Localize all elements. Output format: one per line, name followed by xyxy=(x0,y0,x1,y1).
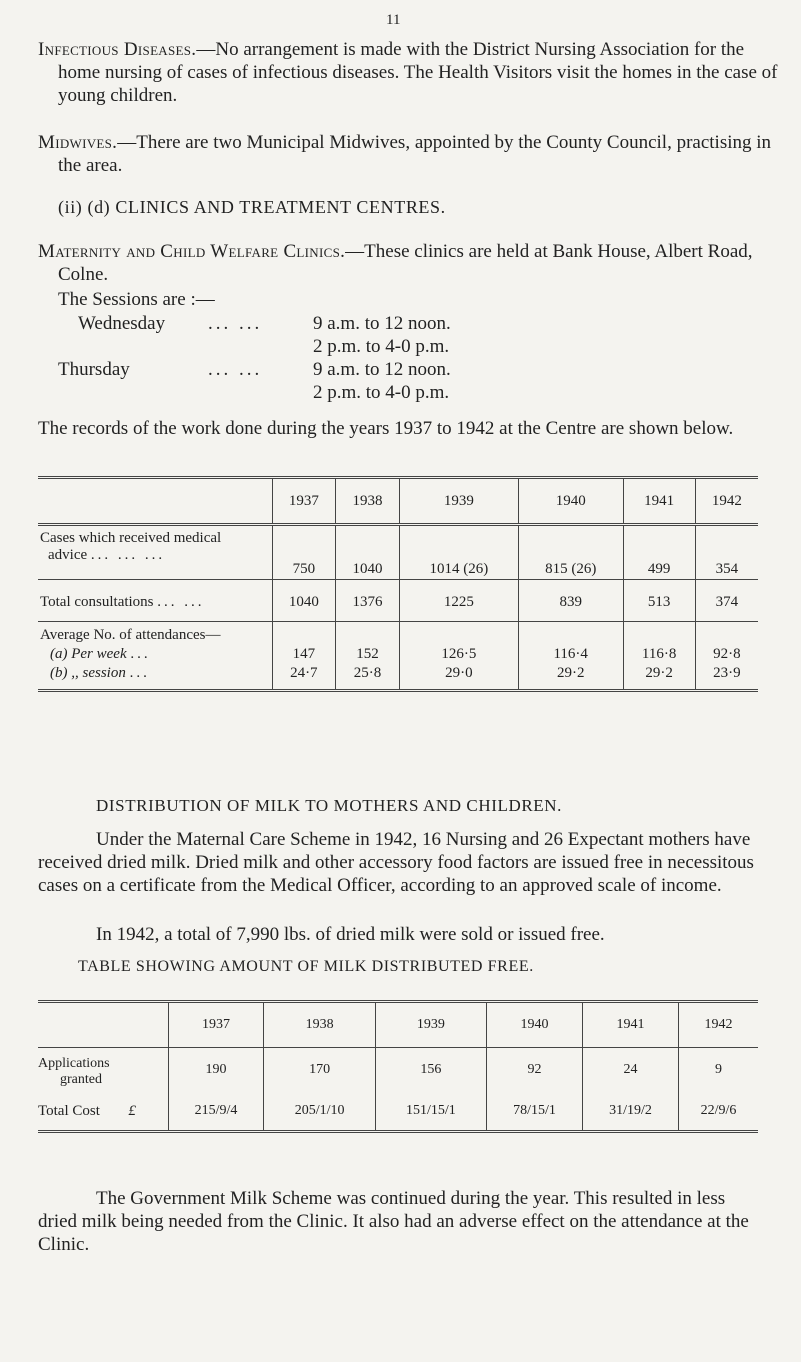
row-label: Applications granted xyxy=(38,1056,110,1087)
year-header: 1940 xyxy=(518,478,623,525)
session-row: Wednesday ... ... 9 a.m. to 12 noon. xyxy=(78,313,451,334)
session-row: 2 p.m. to 4-0 p.m. xyxy=(313,382,450,403)
table-row xyxy=(38,1092,758,1132)
table-cell: 31/19/2 xyxy=(583,1092,679,1132)
table-cell: 205/1/10 xyxy=(264,1092,375,1132)
table-cell: 513 xyxy=(623,580,695,622)
table-cell: 1225 xyxy=(399,580,518,622)
sessions-intro: The Sessions are :— xyxy=(58,289,215,310)
table-header-row xyxy=(38,1002,758,1048)
year-header: 1940 xyxy=(487,1002,583,1048)
row-label: Cases which received medical advice ... ... ... xyxy=(40,530,222,563)
free-milk-table xyxy=(38,1000,758,1133)
table-header-row xyxy=(38,478,758,525)
clinics-heading: (ii) (d) CLINICS AND TREATMENT CENTRES. xyxy=(58,197,446,217)
government-scheme-paragraph: The Government Milk Scheme was continued during the year. This resulted in less dried milk being needed from the Clinic. It also had an adverse effect on the attendance at the Clinic. xyxy=(38,1188,749,1255)
milk-distribution-heading: DISTRIBUTION OF MILK TO MOTHERS AND CHILDREN. xyxy=(96,796,563,815)
year-header: 1942 xyxy=(695,478,758,525)
page-number: 11 xyxy=(386,12,401,28)
year-header: 1937 xyxy=(272,478,336,525)
table-cell: 22/9/6 xyxy=(678,1092,758,1132)
year-header: 1942 xyxy=(678,1002,758,1048)
table-cell: 92 xyxy=(487,1048,583,1093)
midwives-heading: Midwives. xyxy=(38,132,118,153)
table-cell: 1040 xyxy=(272,580,336,622)
table-cell: 147 24·7 xyxy=(272,622,336,691)
clinic-records-table xyxy=(38,476,758,692)
table-cell: 156 xyxy=(375,1048,486,1093)
year-header: 1941 xyxy=(583,1002,679,1048)
table-cell: 750 xyxy=(272,525,336,580)
year-header: 1939 xyxy=(399,478,518,525)
midwives-paragraph xyxy=(38,131,783,177)
infectious-text: —No arrangement is made with the District Nursing Association for the home nursing of cases of infectious diseases. The Health Visitors visit the homes in the case of young children. xyxy=(58,39,778,106)
table-cell: 78/15/1 xyxy=(487,1092,583,1132)
infectious-heading: Infectious Diseases. xyxy=(38,39,197,60)
maternal-care-paragraph: Under the Maternal Care Scheme in 1942, 16 Nursing and 26 Expectant mothers have received dried milk. Dried milk and other accessory food factors are issued free in necessitous cases on a certificate from the Medical Officer, according to an approved scale of income. xyxy=(38,829,754,896)
table-cell: 170 xyxy=(264,1048,375,1093)
table-cell: 152 25·8 xyxy=(336,622,400,691)
free-milk-table-heading: TABLE SHOWING AMOUNT OF MILK DISTRIBUTED FREE. xyxy=(78,958,534,975)
table-cell: 24 xyxy=(583,1048,679,1093)
session-row: 2 p.m. to 4-0 p.m. xyxy=(313,336,450,357)
table-cell: 1014 (26) xyxy=(399,525,518,580)
table-cell: 190 xyxy=(168,1048,264,1093)
records-paragraph: The records of the work done during the years 1937 to 1942 at the Centre are shown below. xyxy=(38,418,734,439)
maternity-text: —These clinics are held at Bank House, Albert Road, Colne. xyxy=(58,241,753,285)
table-cell: 215/9/4 xyxy=(168,1092,264,1132)
year-header: 1938 xyxy=(336,478,400,525)
table-cell: 151/15/1 xyxy=(375,1092,486,1132)
row-label: Total consultations ... ... xyxy=(38,580,272,622)
table-row xyxy=(38,1048,758,1093)
table-cell: 9 xyxy=(678,1048,758,1093)
table-cell: 1376 xyxy=(336,580,400,622)
maternity-heading: Maternity and Child Welfare Clinics. xyxy=(38,241,346,262)
row-label: Average No. of attendances— (a) Per week ... (b) ,, session ... xyxy=(38,622,272,691)
table-cell: 354 xyxy=(695,525,758,580)
year-header: 1938 xyxy=(264,1002,375,1048)
midwives-text: —There are two Municipal Midwives, appointed by the County Council, practising in the area. xyxy=(58,132,772,176)
table-cell: 374 xyxy=(695,580,758,622)
table-cell: 815 (26) xyxy=(518,525,623,580)
table-cell: 1040 xyxy=(336,525,400,580)
year-header: 1937 xyxy=(168,1002,264,1048)
table-cell: 116·8 29·2 xyxy=(623,622,695,691)
table-cell: 126·5 29·0 xyxy=(399,622,518,691)
table-row xyxy=(38,622,758,691)
table-row xyxy=(38,525,758,580)
year-header: 1941 xyxy=(623,478,695,525)
table-cell: 839 xyxy=(518,580,623,622)
session-row: Thursday ... ... 9 a.m. to 12 noon. xyxy=(58,359,451,380)
total-milk-paragraph: In 1942, a total of 7,990 lbs. of dried milk were sold or issued free. xyxy=(96,924,605,945)
table-row xyxy=(38,580,758,622)
infectious-diseases-paragraph xyxy=(38,38,783,107)
table-cell: 92·8 23·9 xyxy=(695,622,758,691)
year-header: 1939 xyxy=(375,1002,486,1048)
table-cell: 116·4 29·2 xyxy=(518,622,623,691)
maternity-paragraph xyxy=(38,240,783,286)
row-label: Total Cost £ xyxy=(38,1102,136,1119)
table-cell: 499 xyxy=(623,525,695,580)
